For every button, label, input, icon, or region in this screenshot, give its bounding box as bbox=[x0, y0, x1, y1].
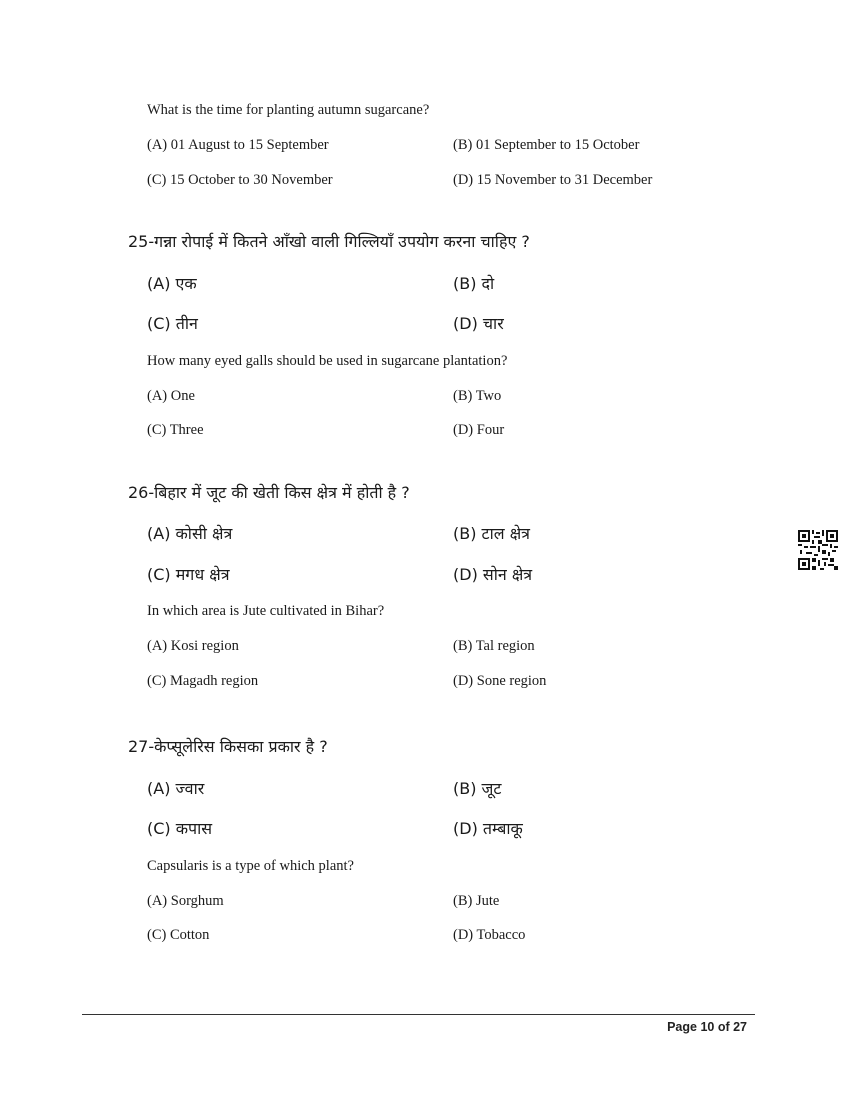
q24-option-c: (C) 15 October to 30 November bbox=[147, 172, 333, 188]
q26-option-a-hi: (A) कोसी क्षेत्र bbox=[147, 524, 233, 543]
q27-option-b-hi: (B) जूट bbox=[453, 779, 502, 798]
q26-question-en: In which area is Jute cultivated in Bihar? bbox=[147, 603, 385, 619]
q25-option-d-hi: (D) चार bbox=[453, 314, 504, 333]
q27-option-a-en: (A) Sorghum bbox=[147, 893, 224, 909]
q27-option-b-en: (B) Jute bbox=[453, 893, 500, 909]
q24-option-d: (D) 15 November to 31 December bbox=[453, 172, 653, 188]
q25-option-b-hi: (B) दो bbox=[453, 274, 495, 293]
q25-question-hi: 25-गन्ना रोपाई में कितने आँखो वाली गिल्लियाँ उपयोग करना चाहिए ? bbox=[128, 232, 530, 251]
q24-question-en: What is the time for planting autumn sugarcane? bbox=[147, 102, 430, 118]
q27-option-d-hi: (D) तम्बाकू bbox=[453, 819, 523, 838]
q25-option-d-en: (D) Four bbox=[453, 422, 505, 438]
q26-option-d-hi: (D) सोन क्षेत्र bbox=[453, 565, 533, 584]
q27-option-c-hi: (C) कपास bbox=[147, 819, 213, 838]
q25-option-c-hi: (C) तीन bbox=[147, 314, 198, 333]
qr-code-icon bbox=[798, 530, 838, 570]
q24-option-a: (A) 01 August to 15 September bbox=[147, 137, 329, 153]
q25-option-b-en: (B) Two bbox=[453, 388, 502, 404]
q26-option-c-en: (C) Magadh region bbox=[147, 673, 259, 689]
q25-option-a-en: (A) One bbox=[147, 388, 195, 404]
q26-option-b-en: (B) Tal region bbox=[453, 638, 535, 654]
q25-option-a-hi: (A) एक bbox=[147, 274, 197, 293]
page-number: Page 10 of 27 bbox=[667, 1020, 747, 1034]
q27-question-en: Capsularis is a type of which plant? bbox=[147, 858, 354, 874]
q26-question-hi: 26-बिहार में जूट की खेती किस क्षेत्र में होती है ? bbox=[128, 483, 410, 502]
q25-question-en: How many eyed galls should be used in sugarcane plantation? bbox=[147, 353, 508, 369]
q27-option-c-en: (C) Cotton bbox=[147, 927, 210, 943]
q27-option-a-hi: (A) ज्वार bbox=[147, 779, 205, 798]
footer-divider bbox=[82, 1014, 755, 1015]
q26-option-d-en: (D) Sone region bbox=[453, 673, 547, 689]
q26-option-c-hi: (C) मगध क्षेत्र bbox=[147, 565, 230, 584]
q25-option-c-en: (C) Three bbox=[147, 422, 204, 438]
q26-option-b-hi: (B) टाल क्षेत्र bbox=[453, 524, 530, 543]
q26-option-a-en: (A) Kosi region bbox=[147, 638, 239, 654]
q27-option-d-en: (D) Tobacco bbox=[453, 927, 526, 943]
q27-question-hi: 27-केप्सूलेरिस किसका प्रकार है ? bbox=[128, 737, 328, 756]
q24-option-b: (B) 01 September to 15 October bbox=[453, 137, 640, 153]
